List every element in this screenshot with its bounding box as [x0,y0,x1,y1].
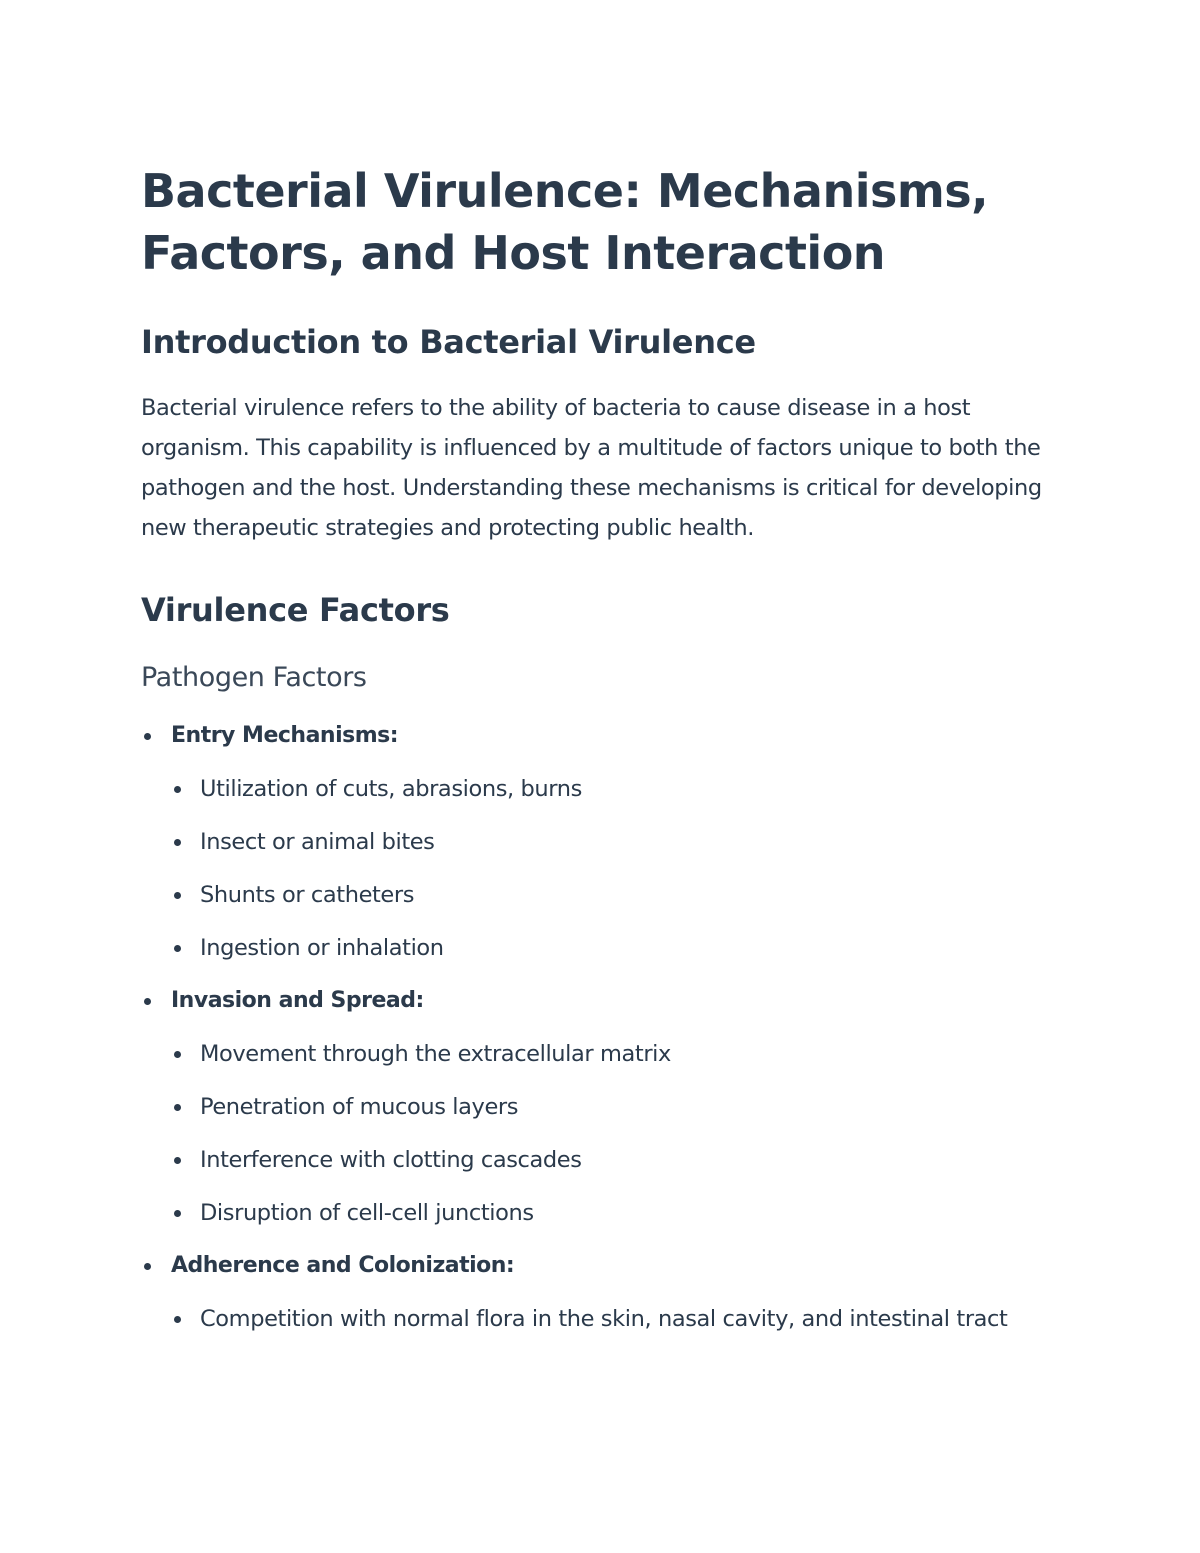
list-item-invasion-and-spread [141,981,1051,1233]
list-item [171,1087,1051,1127]
bullet-icon [144,733,151,740]
section-heading-introduction: Introduction to Bacterial Virulence [141,323,756,361]
list-item-text: Penetration of mucous layers [200,1094,519,1120]
list-item [171,928,1051,968]
list-item [171,1140,1051,1180]
list-item-text: Movement through the extracellular matrix [200,1041,671,1067]
adherence-and-colonization-sublist [171,1299,1051,1339]
list-item [171,769,1051,809]
bullet-icon [174,892,181,899]
list-item-label: Adherence and Colonization: [171,1253,515,1278]
bullet-icon [174,1210,181,1217]
subheading-pathogen-factors: Pathogen Factors [141,662,367,693]
list-item-adherence-and-colonization [141,1246,1051,1339]
bullet-icon [174,839,181,846]
pathogen-factors-list [141,716,1051,1339]
document-title: Bacterial Virulence: Mechanisms, Factors, and Host Interaction [141,164,989,280]
bullet-icon [174,945,181,952]
list-item-entry-mechanisms [141,716,1051,968]
list-item-text: Insect or animal bites [200,829,435,855]
bullet-icon [174,1051,181,1058]
section-heading-virulence-factors: Virulence Factors [141,591,450,629]
bullet-icon [144,1263,151,1270]
bullet-icon [174,786,181,793]
list-item-text: Ingestion or inhalation [200,935,444,961]
bullet-icon [174,1316,181,1323]
list-item-text: Competition with normal flora in the skin, nasal cavity, and intestinal tract [200,1306,1008,1332]
list-item [171,875,1051,915]
list-item [171,1193,1051,1233]
list-item [171,1299,1051,1339]
list-item-text: Shunts or catheters [200,882,415,908]
document-page [141,160,1051,1352]
entry-mechanisms-sublist [171,769,1051,968]
bullet-icon [174,1157,181,1164]
list-item [171,1034,1051,1074]
list-item [171,822,1051,862]
invasion-and-spread-sublist [171,1034,1051,1233]
list-item-text: Utilization of cuts, abrasions, burns [200,776,582,802]
list-item-label: Entry Mechanisms: [171,723,399,748]
list-item-text: Disruption of cell-cell junctions [200,1200,534,1226]
introduction-paragraph: Bacterial virulence refers to the ability of bacteria to cause disease in a host organism. This capability is influenced by a multitude of factors unique to both the pathogen and the host. Understanding these mechanisms is critical for developing new therapeutic strategies and protecting public health. [141,395,1042,541]
bullet-icon [144,998,151,1005]
list-item-text: Interference with clotting cascades [200,1147,582,1173]
bullet-icon [174,1104,181,1111]
list-item-label: Invasion and Spread: [171,988,424,1013]
